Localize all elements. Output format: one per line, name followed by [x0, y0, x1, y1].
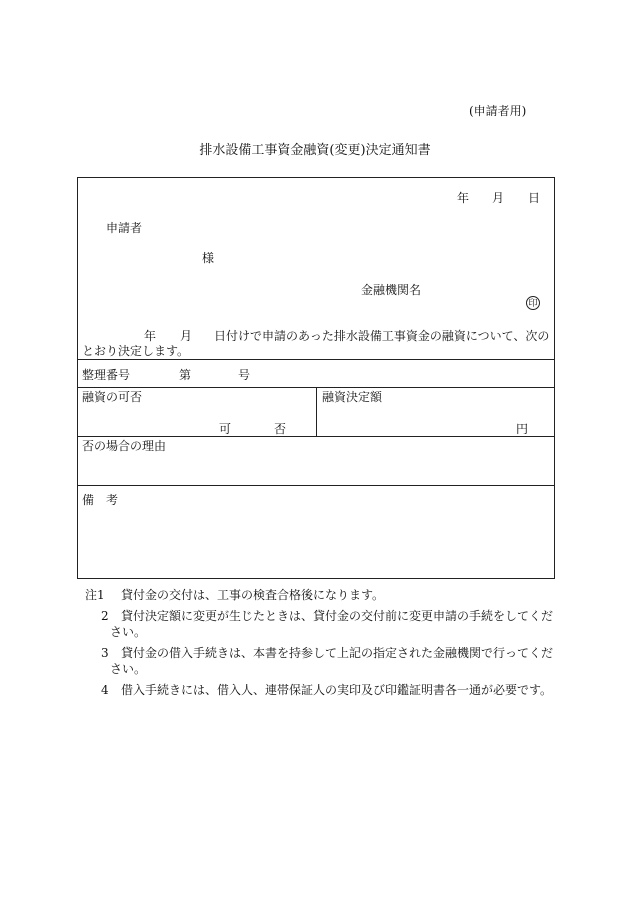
- bank-name-label: 金融機関名: [361, 283, 422, 297]
- note-2-number: 2: [101, 609, 109, 623]
- decision-text-line1: 日付けで申請のあった排水設備工事資金の融資について、次の: [214, 329, 550, 343]
- reference-go-label: 号: [238, 368, 251, 382]
- note-2-text-cont: さい。: [110, 625, 147, 639]
- approval-option-ka: 可: [219, 422, 232, 436]
- divider-reason-top: [78, 436, 554, 437]
- document-title: 排水設備工事資金融資(変更)決定通知書: [199, 143, 431, 158]
- decision-text-line2: とおり決定します。: [82, 344, 190, 358]
- approval-option-hi: 否: [274, 422, 287, 436]
- date-year-label: 年: [457, 191, 470, 205]
- divider-remarks-top: [78, 485, 554, 486]
- note-4-number: 4: [101, 683, 109, 697]
- date-month-label: 月: [492, 191, 505, 205]
- approval-label: 融資の可否: [82, 390, 143, 404]
- remarks-label: 備 考: [82, 493, 119, 507]
- loan-amount-label: 融資決定額: [322, 390, 383, 404]
- decision-month-label: 月: [180, 329, 193, 343]
- rejection-reason-label: 否の場合の理由: [82, 439, 167, 453]
- note-4-text: 借入手続きには、借入人、連帯保証人の実印及び印鑑証明書各一通が必要です。: [121, 683, 553, 697]
- note-3-number: 3: [101, 646, 109, 660]
- seal-icon: 印: [526, 296, 540, 310]
- date-day-label: 日: [528, 191, 541, 205]
- reference-dai-label: 第: [179, 368, 192, 382]
- decision-year-label: 年: [144, 329, 157, 343]
- yen-unit-label: 円: [516, 422, 529, 436]
- note-3-text: 貸付金の借入手続きは、本書を持参して上記の指定された金融機関で行ってくだ: [121, 646, 554, 660]
- honorific-sama: 様: [202, 251, 215, 265]
- notification-form: [77, 177, 555, 579]
- divider-approval-amount: [316, 387, 317, 436]
- note-2-text: 貸付決定額に変更が生じたときは、貸付金の交付前に変更申請の手続をしてくだ: [121, 609, 554, 623]
- applicant-copy-label: (申請者用): [469, 104, 527, 118]
- divider-reference-top: [78, 359, 554, 360]
- applicant-label: 申請者: [106, 221, 143, 235]
- note-1-number: 注1: [85, 588, 105, 602]
- note-1-text: 貸付金の交付は、工事の検査合格後になります。: [121, 588, 385, 602]
- reference-number-label: 整理番号: [82, 368, 131, 382]
- note-3-text-cont: さい。: [110, 662, 147, 676]
